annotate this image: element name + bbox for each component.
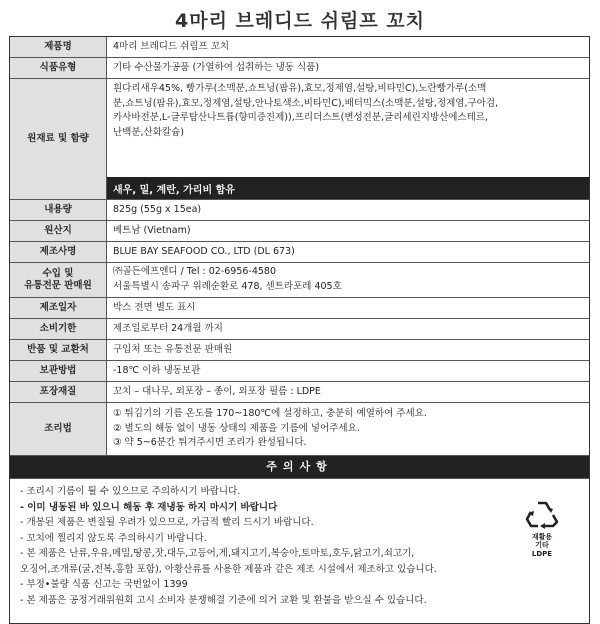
recycle-label: LDPE xyxy=(531,549,553,558)
row-value: 베트남 (Vietnam) xyxy=(113,224,191,236)
notice-line: - 본 제품은 난류,우유,메밀,땅콩,잣,대두,고등어,게,돼지고기,복숭아,토마토,호두,닭고기,쇠고기, xyxy=(20,548,415,559)
notice-line: - 본 제품은 공정거래위원회 고시 소비자 분쟁해결 기준에 의거 교환 및 환불을 받으실 수 있습니다. xyxy=(20,594,427,606)
row-label: 반품 및 교환처 xyxy=(10,340,107,360)
row-value: 박스 전면 별도 표시 xyxy=(113,301,196,313)
notice-line: 오징어,조개류(굴,전복,홍합 포함), 아황산류를 사용한 제품과 같은 제조 시설에서 제조하고 있습니다. xyxy=(20,563,437,575)
row-label-line: 수입 및 xyxy=(42,267,74,279)
row-value: 꼬치 – 대나무, 외포장 – 종이, 외포장 필름 : LDPE xyxy=(113,385,321,397)
recycle-label: 재활용 xyxy=(531,533,553,541)
row-value: BLUE BAY SEAFOOD CO., LTD (DL 673) xyxy=(113,245,295,257)
row-label: 원산지 xyxy=(10,221,107,241)
row-value: 4마리 브레디드 쉬림프 꼬치 xyxy=(113,40,230,52)
notice-line: - 이미 냉동된 바 있으니 해동 후 재냉동 하지 마시기 바랍니다 xyxy=(20,501,278,513)
row-label-line: 유통전문 판매원 xyxy=(24,280,92,291)
notice-section xyxy=(10,479,589,623)
row-value xyxy=(107,263,589,297)
row-storage xyxy=(10,361,589,382)
row-origin xyxy=(10,221,589,242)
row-label: 소비기한 xyxy=(10,319,107,339)
row-return xyxy=(10,340,589,361)
row-value: 제조일로부터 24개월 까지 xyxy=(113,322,223,334)
cooking-step: ③ 약 5~6분간 튀겨주시면 조리가 완성됩니다. xyxy=(113,437,307,449)
row-content xyxy=(10,200,589,221)
row-label xyxy=(10,263,107,297)
row-value: 825g (55g x 15ea) xyxy=(113,203,202,215)
ingredients-line: 분,쇼트닝(팜유),효모,정제염,설탕,안나토색소,비타민C),배터믹스(소맥분,설탕,정제염,구아검, xyxy=(113,97,499,109)
importer-contact: ㈜골든에프엔디 / Tel : 02-6956-4580 xyxy=(113,266,277,278)
ingredients-text xyxy=(107,79,589,177)
recycle-mark xyxy=(517,499,567,558)
row-label: 보관방법 xyxy=(10,361,107,381)
row-value: -18℃ 이하 냉동보관 xyxy=(113,364,201,376)
recycle-icon xyxy=(525,499,559,529)
recycle-label: 기타 xyxy=(535,541,549,550)
row-label: 원재료 및 함량 xyxy=(10,79,107,199)
notice-line: - 꼬치에 찔리지 않도록 주의하시기 바랍니다. xyxy=(20,532,207,544)
row-label: 조리법 xyxy=(10,403,107,455)
product-info-table xyxy=(9,36,590,624)
ingredients-line: 흰다리새우45%, 빵가루(소맥분,쇼트닝(팜유),효모,정제염,설탕,비타민C),노란빵가루(소맥 xyxy=(113,83,487,94)
ingredients-line: 난백분,산화칼슘) xyxy=(113,127,184,139)
row-label: 제조일자 xyxy=(10,298,107,318)
ingredients-cell xyxy=(107,79,589,199)
product-title: 4마리 브레디드 쉬림프 꼬치 xyxy=(175,10,425,32)
row-label: 제조사명 xyxy=(10,242,107,262)
cooking-step: ① 튀김기의 기름 온도를 170~180℃에 설정하고, 충분히 예열하여 주세요. xyxy=(113,407,427,419)
notice-line: - 조리시 기름이 튈 수 있으므로 주의하시기 바랍니다. xyxy=(20,486,241,497)
notice-line: - 부정•불량 식품 신고는 국번없이 1399 xyxy=(20,579,188,590)
row-manufacturer xyxy=(10,242,589,263)
row-ingredients xyxy=(10,79,589,200)
row-label: 식품유형 xyxy=(10,58,107,78)
notice-line: - 개봉된 제품은 변질될 우려가 있으므로, 가급적 빨리 드시기 바랍니다. xyxy=(20,517,314,528)
allergen-banner: 새우, 밀, 계란, 가리비 함유 xyxy=(107,177,589,199)
row-food-type xyxy=(10,58,589,79)
ingredients-line: 카사바전분,L-글루탐산나트륨(향미증진제)),프리더스트(변성전분,글리세린지방산에스테르, xyxy=(113,112,489,124)
row-cooking xyxy=(10,403,589,456)
row-value: 기타 수산물가공품 (가열하여 섭취하는 냉동 식품) xyxy=(113,61,320,73)
row-label: 제품명 xyxy=(10,37,107,57)
row-packaging xyxy=(10,382,589,403)
row-label: 포장재질 xyxy=(10,382,107,402)
row-value: 구입처 또는 유통전문 판매원 xyxy=(113,343,233,355)
cooking-step: ② 별도의 해동 없이 냉동 상태의 제품을 기름에 넣어주세요. xyxy=(113,422,360,434)
row-product-name xyxy=(10,37,589,58)
row-expiry xyxy=(10,319,589,340)
row-importer xyxy=(10,263,589,298)
row-mfg-date xyxy=(10,298,589,319)
row-label: 내용량 xyxy=(10,200,107,220)
importer-address: 서울특별시 송파구 위례순환로 478, 센트라포레 405호 xyxy=(113,281,342,292)
notice-heading: 주의사항 xyxy=(10,456,589,479)
row-value xyxy=(107,403,589,455)
